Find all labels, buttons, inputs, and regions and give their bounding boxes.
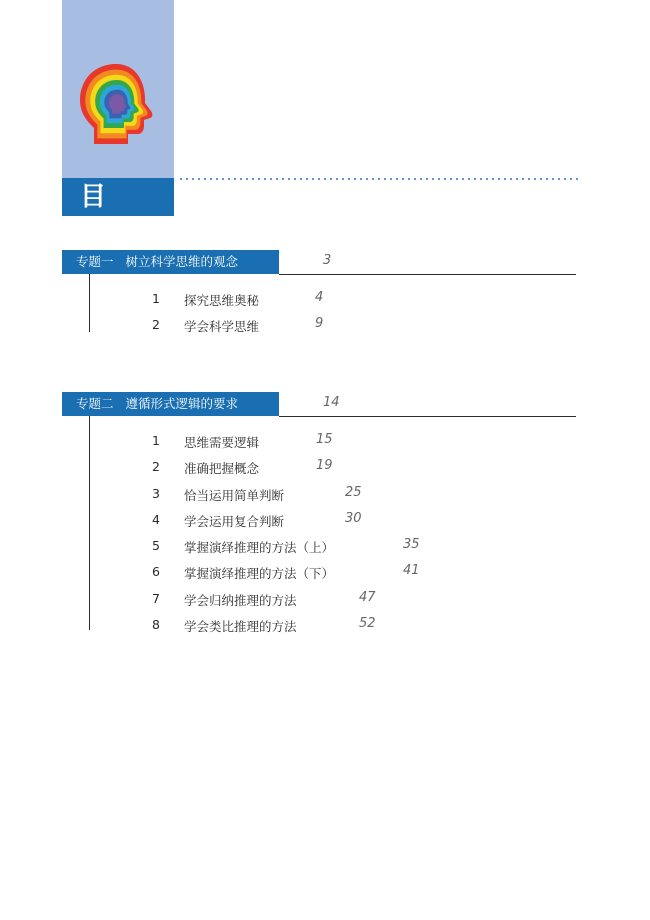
toc-entry-page: 4 [315, 290, 324, 305]
chapter-1-label: 专题一 [76, 254, 114, 269]
toc-entry-page: 19 [316, 458, 333, 473]
page-title: 目 录 [62, 178, 174, 216]
chapter-1-title: 树立科学思维的观念 [125, 254, 238, 269]
toc-entry-page: 9 [315, 316, 324, 331]
toc-entry-page: 30 [345, 511, 362, 526]
chapter-2-vline [89, 416, 90, 630]
toc-entry-page: 15 [316, 432, 333, 447]
toc-entry-page: 41 [403, 563, 420, 578]
chapter-1-heading[interactable] [62, 250, 279, 274]
chapter-1-vline [89, 274, 90, 332]
chapter-2-title: 遵循形式逻辑的要求 [125, 396, 238, 411]
dotted-divider [178, 178, 578, 180]
chapter-2-page: 14 [323, 395, 340, 410]
chapter-2-heading[interactable] [62, 392, 279, 416]
chapter-2-label: 专题二 [76, 396, 114, 411]
chapter-2-rule [279, 416, 576, 417]
chapter-1-page: 3 [323, 253, 332, 268]
toc-entry-page: 25 [345, 485, 362, 500]
chapter-1-rule [279, 274, 576, 275]
toc-entry-page: 47 [359, 590, 376, 605]
toc-entry-page: 52 [359, 616, 376, 631]
rainbow-head-icon [76, 60, 160, 146]
toc-entry-page: 35 [403, 537, 420, 552]
